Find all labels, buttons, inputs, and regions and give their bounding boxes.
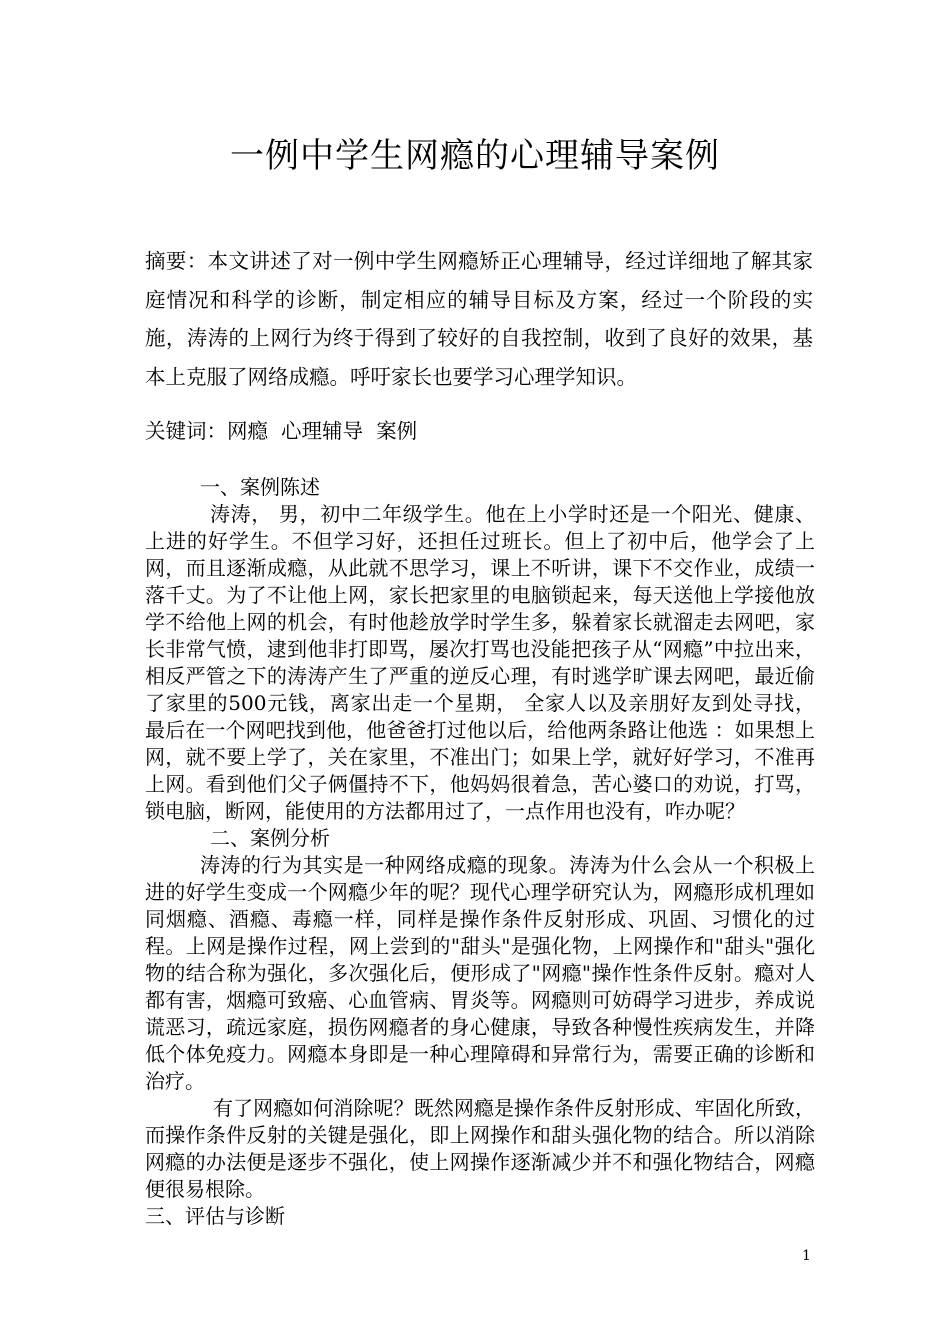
document-title: 一例中学生网瘾的心理辅导案例	[230, 136, 720, 176]
document-body	[145, 474, 815, 1230]
keywords-text: 关键词：网瘾 心理辅导 案例	[145, 419, 418, 443]
page-number: 1	[802, 1248, 811, 1264]
section-heading-assessment: 三、评估与诊断	[145, 1204, 285, 1228]
abstract-paragraph: 摘要：本文讲述了对一例中学生网瘾矫正心理辅导，经过详细地了解其家庭情况和科学的诊断，制定相应的辅导目标及方案，经过一个阶段的实施，涛涛的上网行为终于得到了较好的自我控制，收到了良好的效果，基本上克服了网络成瘾。呼吁家长也要学习心理学知识。	[145, 249, 813, 389]
section-heading-case-analysis: 二、案例分析	[210, 826, 330, 850]
case-statement-paragraph: 涛涛， 男，初中二年级学生。他在上小学时还是一个阳光、健康、上进的好学生。不但学习好，还担任过班长。但上了初中后，他学会了上网，而且逐渐成瘾，从此就不思学习，课上不听讲，课下不交作业，成绩一落千丈。为了不让他上网，家长把家里的电脑锁起来，每天送他上学接他放学不给他上网的机会，有时他趁放学时学生多，躲着家长就溜走去网吧，家长非常气愤，逮到他非打即骂，屡次打骂也没能把孩子从“网瘾”中拉出来，相反严管之下的涛涛产生了严重的逆反心理，有时逃学旷课去网吧，最近偷了家里的500元钱，离家出走一个星期， 全家人以及亲朋好友到处寻找， 最后在一个网吧找到他，他爸爸打过他以后，给他两条路让他选 ：如果想上网，就不要上学了，关在家里，不准出门；如果上学，就好好学习，不准再上网。看到他们父子俩僵持不下，他妈妈很着急，苦心婆口的劝说，打骂，锁电脑，断网，能使用的方法都用过了，一点作用也没有，咋办呢？	[145, 502, 815, 823]
case-analysis-paragraph-1: 涛涛的行为其实是一种网络成瘾的现象。涛涛为什么会从一个积极上进的好学生变成一个网瘾少年的呢？现代心理学研究认为，网瘾形成机理如同烟瘾、酒瘾、毒瘾一样，同样是操作条件反射形成、巩固、习惯化的过程。上网是操作过程，网上尝到的"甜头"是强化物，上网操作和"甜头"强化物的结合称为强化，多次强化后，便形成了"网瘾"操作性条件反射。瘾对人都有害，烟瘾可致癌、心血管病、胃炎等。网瘾则可妨碍学习进步，养成说谎恶习，疏远家庭，损伤网瘾者的身心健康，导致各种慢性疾病发生，并降低个体免疫力。网瘾本身即是一种心理障碍和异常行为，需要正确的诊断和治疗。	[145, 853, 815, 1093]
section-heading-case-statement: 一、案例陈述	[200, 475, 320, 499]
keywords-line	[145, 412, 813, 450]
case-analysis-paragraph-2: 有了网瘾如何消除呢？既然网瘾是操作条件反射形成、牢固化所致，而操作条件反射的关键是强化，即上网操作和甜头强化物的结合。所以消除网瘾的办法便是逐步不强化，使上网操作逐渐减少并不和强化物结合，网瘾便很易根除。	[145, 1096, 815, 1201]
